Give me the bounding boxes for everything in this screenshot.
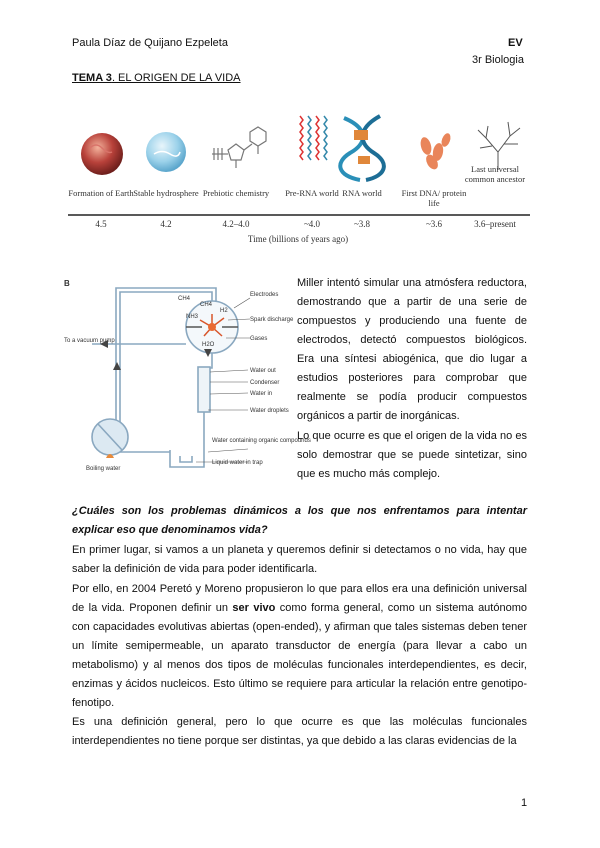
stage-label: Pre-RNA world	[285, 188, 339, 198]
label-condenser: Condenser	[250, 380, 280, 386]
header-course: 3r Biologia	[472, 54, 524, 66]
label-gases: Gases	[250, 336, 268, 342]
gas-label-nh3: NH3	[186, 314, 199, 320]
stage-value: ~4.0	[303, 219, 321, 229]
time-axis-label: Time (billions of years ago)	[247, 234, 349, 244]
protocell-illustration	[419, 132, 452, 171]
header-author: Paula Díaz de Quijano Ezpeleta	[72, 37, 228, 49]
gas-label-ch4: CH4	[200, 302, 213, 308]
miller-urey-diagram	[62, 272, 311, 472]
rna-helix-illustration	[340, 116, 384, 180]
stage-label: First DNA/ protein life	[401, 188, 467, 208]
apparatus-drawing	[62, 272, 311, 472]
stage-label: Last universal common ancestor	[464, 164, 526, 184]
label-containing: Water containing organic compounds	[212, 438, 311, 444]
label-droplets: Water droplets	[250, 408, 289, 414]
stage-value: 4.2	[160, 219, 172, 229]
stage-label: RNA world	[342, 188, 382, 198]
miller-paragraph: Miller intentó simular una atmósfera reductora, demostrando que a partir de una serie de compuestos y produciendo una fuente de electrodos, detectó compuestos biológicos. Era una síntesi abiogénica, que dio lugar a estudios posteriores para comprobar que realmente se podía producir compuestos orgánicos a partir de inorgánicas.	[297, 277, 527, 422]
pre-rna-strands-illustration	[300, 116, 327, 160]
timeline-figure	[68, 108, 530, 248]
paragraph-3: Es una definición general, pero lo que ocurre es que las moléculas funcionales interdependientes no tiene porque ser distintas, ya que debido a las claras evidencias de la	[72, 716, 527, 747]
stage-value: 4.5	[95, 219, 107, 229]
gas-label-h2: H2	[220, 308, 228, 314]
page-title	[72, 72, 241, 84]
gas-label-h2o: H2O	[202, 342, 215, 348]
luca-tree-illustration	[478, 122, 520, 170]
miller-paragraph-2: Lo que ocurre es que el origen de la vida no es solo demostrar que se puede sintetizar, sino que es mucho más complejo.	[297, 430, 527, 480]
stage-value: 4.2–4.0	[222, 219, 250, 229]
title-rest: . EL ORIGEN DE LA VIDA	[111, 72, 241, 84]
label-water-out: Water out	[250, 368, 276, 374]
stage-value: ~3.8	[353, 219, 371, 229]
stage-label: Prebiotic chemistry	[202, 188, 270, 198]
stage-label: Stable hydrosphere	[133, 188, 199, 198]
label-vacuum	[64, 338, 115, 344]
prebiotic-molecule-illustration	[212, 127, 266, 168]
paragraph-2-bold: ser vivo	[232, 602, 276, 614]
label-spark: Spark discharge	[250, 317, 294, 323]
panel-letter: B	[64, 279, 70, 288]
label-vacuum-text: To a vacuum pump	[64, 338, 115, 344]
label-water-in: Water in	[250, 391, 273, 397]
label-electrodes: Electrodes	[250, 292, 279, 298]
paragraph-1: En primer lugar, si vamos a un planeta y queremos definir si detectamos o no vida, hay que saber la definición de vida para poder identificarla.	[72, 544, 527, 575]
header-tag: EV	[508, 37, 523, 49]
stage-value: 3.6–present	[474, 219, 516, 229]
paragraph-2-after: como forma general, como un sistema autónomo con capacidades evolutivas abiertas (open-ended), y afirman que tales sistemas deben tener un límite semipermeable, un aparato transductor de energía (para llevar a cabo un metabolismo) y al menos dos tipos de moléculas funcionales interdependientes, es decir, enzimas y ácidos nucleicos. Esto último se requiere para articular la relación entre genotipo-fenotipo.	[72, 602, 527, 709]
stage-value: ~3.6	[425, 219, 443, 229]
paragraph-2	[72, 580, 527, 713]
page-number: 1	[521, 797, 528, 809]
earth-illustration	[81, 133, 123, 175]
paragraph-2-before: Por ello, en 2004 Peretó y Moreno propusieron lo que para ellos era una definición universal de la vida. Proponen definir un	[72, 583, 527, 614]
question-heading: ¿Cuáles son los problemas dinámicos a los que nos enfrentamos para intentar explicar eso que denominamos vida?	[72, 505, 527, 536]
label-boiling: Boiling water	[86, 466, 121, 472]
title-bold: TEMA 3	[72, 72, 112, 84]
label-liquid: Liquid water in trap	[212, 460, 263, 466]
gas-label-ch4-small: CH4	[178, 296, 191, 302]
stage-label: Formation of Earth	[68, 188, 134, 198]
